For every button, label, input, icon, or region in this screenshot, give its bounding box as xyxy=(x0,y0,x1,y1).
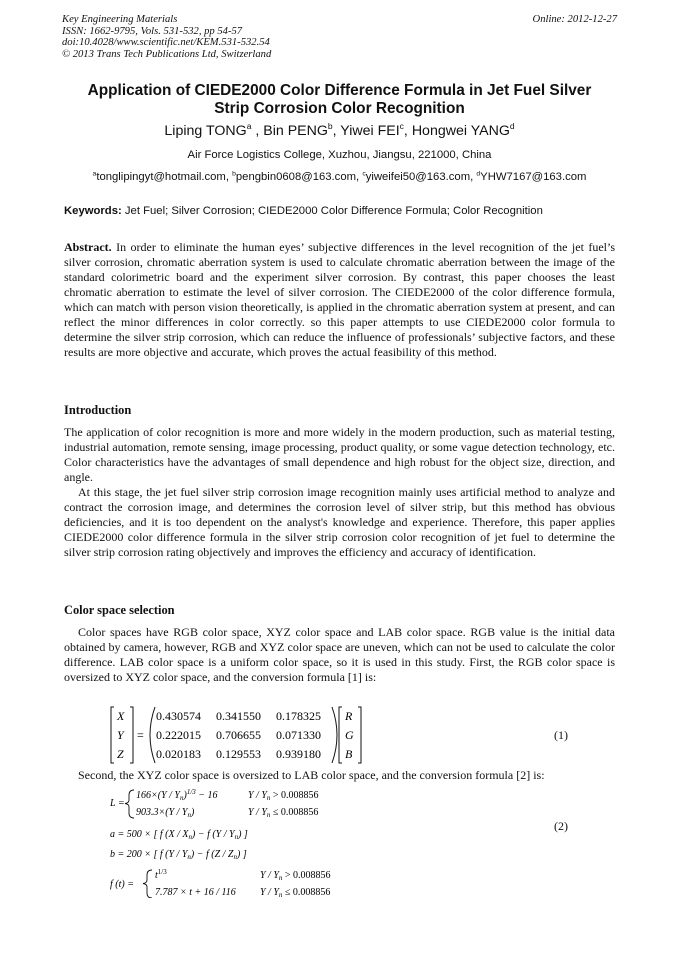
email-link[interactable]: YHW7167@163.com xyxy=(480,171,587,183)
bracket xyxy=(358,707,361,763)
matrix-cell: 0.071330 xyxy=(276,728,321,742)
section-heading-color-space: Color space selection xyxy=(64,603,175,617)
author-sup: a xyxy=(246,121,252,132)
introduction-body xyxy=(64,425,615,560)
abstract-text: In order to eliminate the human eyes’ subjective differences in the level recognition of the jet fuel’s silver corrosion, chromatic aberration system is used to calculate chromatic aberration between the image of the standard colorimetric board and the experiment silver corrosion. By contrast, this paper chooses the least chromatic aberration to estimate the level of silver corrosion. The CIEDE2000 of the color difference formula, which can match with person vision theoretically, is applied in the chromatic aberration system at present, and can reflect the minor differences in color correctly. so this paper attempts to use CIEDE2000 color formula to determine the silver strip corrosion, which can reduce the influence of professionals’ subjective factors, and these results are more objective and accurate, which proves the actual feasibility of this method. xyxy=(64,240,615,359)
eq-f-case2: 7.787 × t + 16 / 116 xyxy=(155,887,236,898)
paren xyxy=(150,707,155,763)
matrix-cell: 0.341550 xyxy=(216,709,261,723)
eq-L-lhs: L = xyxy=(110,798,125,809)
email-sup: a xyxy=(92,170,97,178)
journal-copyright: © 2013 Trans Tech Publications Ltd, Switzerland xyxy=(62,48,272,60)
author-sup: c xyxy=(399,121,404,132)
paragraph: The application of color recognition is more and more widely in the modern production, such as material testing, industrial automation, remote sensing, image processing, product quality, or some vague detection technology, etc. Color characteristics have the advantages of small dependence and high robust for the object size, direction, and angle. xyxy=(64,425,615,484)
matrix-rhs-g: G xyxy=(345,728,354,742)
equals-sign: = xyxy=(137,728,144,742)
email-link[interactable]: pengbin0608@163.com xyxy=(235,171,357,183)
email-sup: d xyxy=(476,170,481,178)
color-space-body-2 xyxy=(64,768,615,783)
author-sup: b xyxy=(327,121,333,132)
paragraph: Second, the XYZ color space is oversized to LAB color space, and the conversion formula [2] is: xyxy=(78,768,545,782)
bracket xyxy=(130,707,133,763)
matrix-cell: 0.430574 xyxy=(156,709,201,723)
brace xyxy=(143,870,152,898)
paren xyxy=(332,707,337,763)
bracket xyxy=(111,707,114,763)
paper-title-line-1: Application of CIEDE2000 Color Difference Formula in Jet Fuel Silver xyxy=(87,82,592,99)
journal-header xyxy=(62,14,617,60)
eq-L-cond1: $Y / Y_n > 0.008856$ xyxy=(248,790,319,802)
equation-2 xyxy=(110,786,615,898)
author-name: Hongwei YANG xyxy=(411,123,510,139)
email-sup: c xyxy=(362,170,366,178)
equation-number-1: (1) xyxy=(554,728,568,742)
brace xyxy=(125,790,134,818)
matrix-lhs-y: Y xyxy=(117,728,124,742)
matrix-cell: 0.178325 xyxy=(276,709,321,723)
email-link[interactable]: tonglipingyt@hotmail.com xyxy=(96,171,226,183)
matrix-cell: 0.706655 xyxy=(216,728,261,742)
abstract xyxy=(64,240,615,360)
bracket xyxy=(339,707,342,763)
equation-2-svg xyxy=(110,786,615,898)
eq-f-cond1: $Y / Y_n > 0.008856$ xyxy=(260,870,331,882)
keywords-text: Jet Fuel; Silver Corrosion; CIEDE2000 Color Difference Formula; Color Recognition xyxy=(124,205,543,217)
journal-name: Key Engineering Materials xyxy=(62,14,178,25)
matrix-rhs-r: R xyxy=(345,709,353,723)
matrix-cell: 0.222015 xyxy=(156,728,201,742)
author-name: Liping TONG xyxy=(164,123,247,139)
eq-f-case1: $t^{1/3}$ xyxy=(155,868,167,881)
journal-issn: ISSN: 1662-9795, Vols. 531-532, pp 54-57 xyxy=(62,25,243,37)
author-list: Liping TONG$^a$ , Bin PENG$^b$, Yiwei FEI$^c$, Hongwei YANG$^d$ xyxy=(164,121,515,139)
matrix-cell: 0.939180 xyxy=(276,747,321,761)
eq-b: b = 200 × [ f $(Y / Y_n) - f$ $(Z / Z_n)$ ] xyxy=(110,849,247,861)
equation-number-2: (2) xyxy=(554,819,568,833)
equation-1-svg xyxy=(110,706,615,764)
author-name: Yiwei FEI xyxy=(340,123,400,139)
eq-L-case2: $903.3\times(Y / Y_n)$ xyxy=(136,807,195,819)
section-heading-introduction: Introduction xyxy=(64,403,132,417)
eq-f-cond2: $Y / Y_n \le 0.008856$ xyxy=(260,887,331,898)
matrix-lhs-z: Z xyxy=(117,747,124,761)
paragraph: Color spaces have RGB color space, XYZ color space and LAB color space. RGB value is the initial data obtained by camera, however, RGB and XYZ color space are uneven, which can not be used to calculate the color difference. LAB color space is a uniform color space, so it is used in this study. First, the RGB color space is oversized to XYZ color space, and the conversion formula [1] is: xyxy=(64,625,615,684)
color-space-body xyxy=(64,625,615,685)
eq-a: a = 500 × [ f $(X / X_n) - f$ $(Y / Y_n)$ ] xyxy=(110,829,248,841)
matrix-rhs-b: B xyxy=(345,747,353,761)
email-list: $^a$tonglipingyt@hotmail.com, $^b$pengbin0608@163.com, $^c$yiweifei50@163.com, $^d$YHW7167@163.com xyxy=(92,170,587,183)
paper-title-line-2: Strip Corrosion Color Recognition xyxy=(214,100,465,117)
paper-title xyxy=(64,82,615,118)
eq-f-lhs: f (t) = xyxy=(110,879,134,890)
journal-doi: doi:10.4028/www.scientific.net/KEM.531-532.54 xyxy=(62,37,270,49)
matrix-cell: 0.129553 xyxy=(216,747,261,761)
abstract-label: Abstract. xyxy=(64,240,112,254)
eq-L-case1: $166\times(Y / Y_n)^{1/3} - 16$ xyxy=(136,788,218,802)
online-date: Online: 2012-12-27 xyxy=(532,14,617,25)
eq-L-cond2: $Y / Y_n \le 0.008856$ xyxy=(248,807,319,819)
affiliation: Air Force Logistics College, Xuzhou, Jiangsu, 221000, China xyxy=(187,149,492,161)
author-name: Bin PENG xyxy=(263,123,328,139)
author-sup: d xyxy=(509,121,515,132)
matrix-cell: 0.020183 xyxy=(156,747,201,761)
paragraph: At this stage, the jet fuel silver strip corrosion image recognition mainly uses artificial method to analyze and contract the corrosion image, and determines the corrosion level of silver strip, but this method has obvious deficiencies, and it is too dependent on the analyst's knowledge and experience. Therefore, this paper applies CIEDE2000 color difference formula in the silver strip corrosion color recognition of jet fuel to determine the silver strip corrosion rating objectively and improves the efficiency and accuracy of identification. xyxy=(64,485,615,559)
email-sup: b xyxy=(232,170,236,178)
email-link[interactable]: yiweifei50@163.com xyxy=(365,171,471,183)
keywords xyxy=(64,205,615,217)
matrix-lhs-x: X xyxy=(117,709,125,723)
keywords-label: Keywords: xyxy=(64,205,122,217)
equation-1 xyxy=(110,706,615,764)
